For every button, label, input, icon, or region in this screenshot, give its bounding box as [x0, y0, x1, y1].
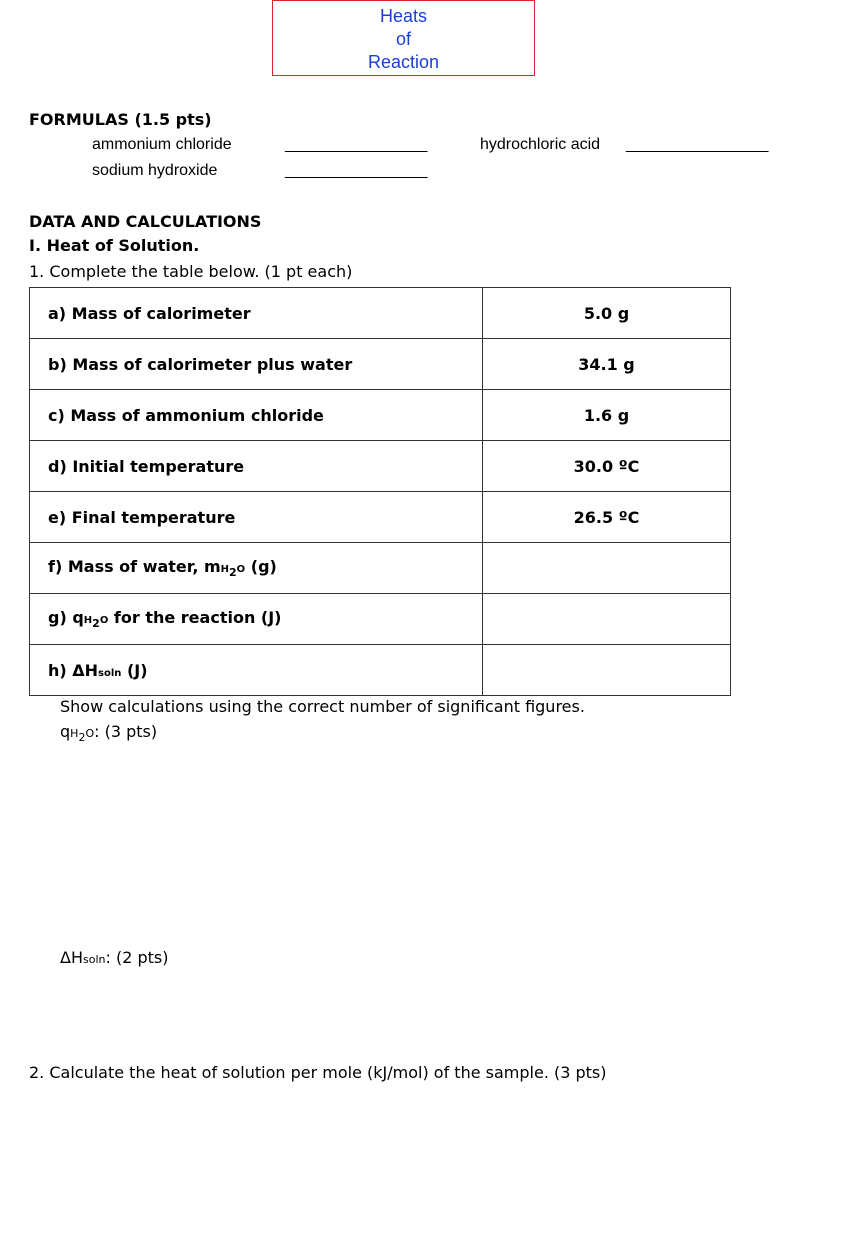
sodium-hydroxide-label: sodium hydroxide — [92, 162, 218, 179]
table-row — [30, 492, 731, 543]
dh-soln-sub: soln — [82, 953, 106, 966]
row-value-dh-soln[interactable] — [483, 645, 731, 696]
row-value-mass-water[interactable] — [483, 543, 731, 594]
title-line-2: of — [395, 29, 411, 49]
row-f-sub-h: H — [220, 564, 230, 575]
row-label-mass-water — [30, 543, 483, 594]
q-water-suffix: : (3 pts) — [94, 722, 158, 741]
data-calc-heading: DATA AND CALCULATIONS — [29, 212, 262, 231]
row-f-sub-2: 2 — [229, 566, 237, 579]
row-f-prefix: f) Mass of water, m — [48, 557, 221, 576]
row-label: a) Mass of calorimeter — [30, 288, 483, 339]
table-row — [30, 339, 731, 390]
q-water-sub-h: H — [70, 727, 79, 740]
ammonium-chloride-blank[interactable]: ________________ — [285, 136, 428, 153]
question-2: 2. Calculate the heat of solution per mole (kJ/mol) of the sample. (3 pts) — [29, 1063, 607, 1082]
row-g-sub-o: O — [99, 615, 109, 626]
row-h-sub: soln — [98, 667, 122, 679]
q-water-prefix: q — [60, 722, 71, 741]
title-box — [272, 0, 535, 76]
row-value[interactable]: 26.5 ºC — [483, 492, 731, 543]
row-label: e) Final temperature — [30, 492, 483, 543]
row-label: b) Mass of calorimeter plus water — [30, 339, 483, 390]
table-row — [30, 594, 731, 645]
q-water-sub-o: O — [85, 727, 95, 740]
row-label-q-water — [30, 594, 483, 645]
table-row — [30, 288, 731, 339]
row-g-suffix: for the reaction (J) — [108, 608, 282, 627]
row-f-sub-o: O — [236, 564, 246, 575]
q-water-prompt — [60, 722, 157, 744]
section-heading: I. Heat of Solution. — [29, 236, 200, 255]
table-row — [30, 390, 731, 441]
row-value-q-water[interactable] — [483, 594, 731, 645]
ammonium-chloride-label: ammonium chloride — [92, 136, 232, 153]
dh-soln-prompt — [60, 948, 168, 967]
hydrochloric-acid-blank[interactable]: ________________ — [626, 136, 769, 153]
table-row — [30, 441, 731, 492]
formulas-heading: FORMULAS (1.5 pts) — [29, 110, 212, 129]
table-row — [30, 645, 731, 696]
row-value[interactable]: 34.1 g — [483, 339, 731, 390]
data-table — [29, 287, 731, 696]
row-h-prefix: h) ΔH — [48, 660, 99, 680]
hydrochloric-acid-label: hydrochloric acid — [480, 136, 601, 153]
row-label: d) Initial temperature — [30, 441, 483, 492]
q-water-sub-2: 2 — [78, 731, 86, 744]
row-value[interactable]: 30.0 ºC — [483, 441, 731, 492]
table-row — [30, 543, 731, 594]
row-g-sub-2: 2 — [92, 617, 100, 630]
row-h-suffix: (J) — [121, 660, 148, 680]
row-g-sub-h: H — [83, 615, 93, 626]
row-g-prefix: g) q — [48, 608, 84, 627]
row-value[interactable]: 1.6 g — [483, 390, 731, 441]
title-line-1: Heats — [379, 6, 428, 26]
show-calculations-text: Show calculations using the correct number of significant figures. — [60, 697, 585, 716]
question-1: 1. Complete the table below. (1 pt each) — [29, 262, 353, 281]
row-value[interactable]: 5.0 g — [483, 288, 731, 339]
title-line-3: Reaction — [367, 52, 440, 72]
sodium-hydroxide-blank[interactable]: ________________ — [285, 162, 428, 179]
row-f-suffix: (g) — [245, 557, 277, 576]
row-label: c) Mass of ammonium chloride — [30, 390, 483, 441]
dh-soln-suffix: : (2 pts) — [105, 948, 169, 967]
dh-soln-prefix: ΔH — [60, 948, 83, 967]
row-label-dh-soln — [30, 645, 483, 696]
